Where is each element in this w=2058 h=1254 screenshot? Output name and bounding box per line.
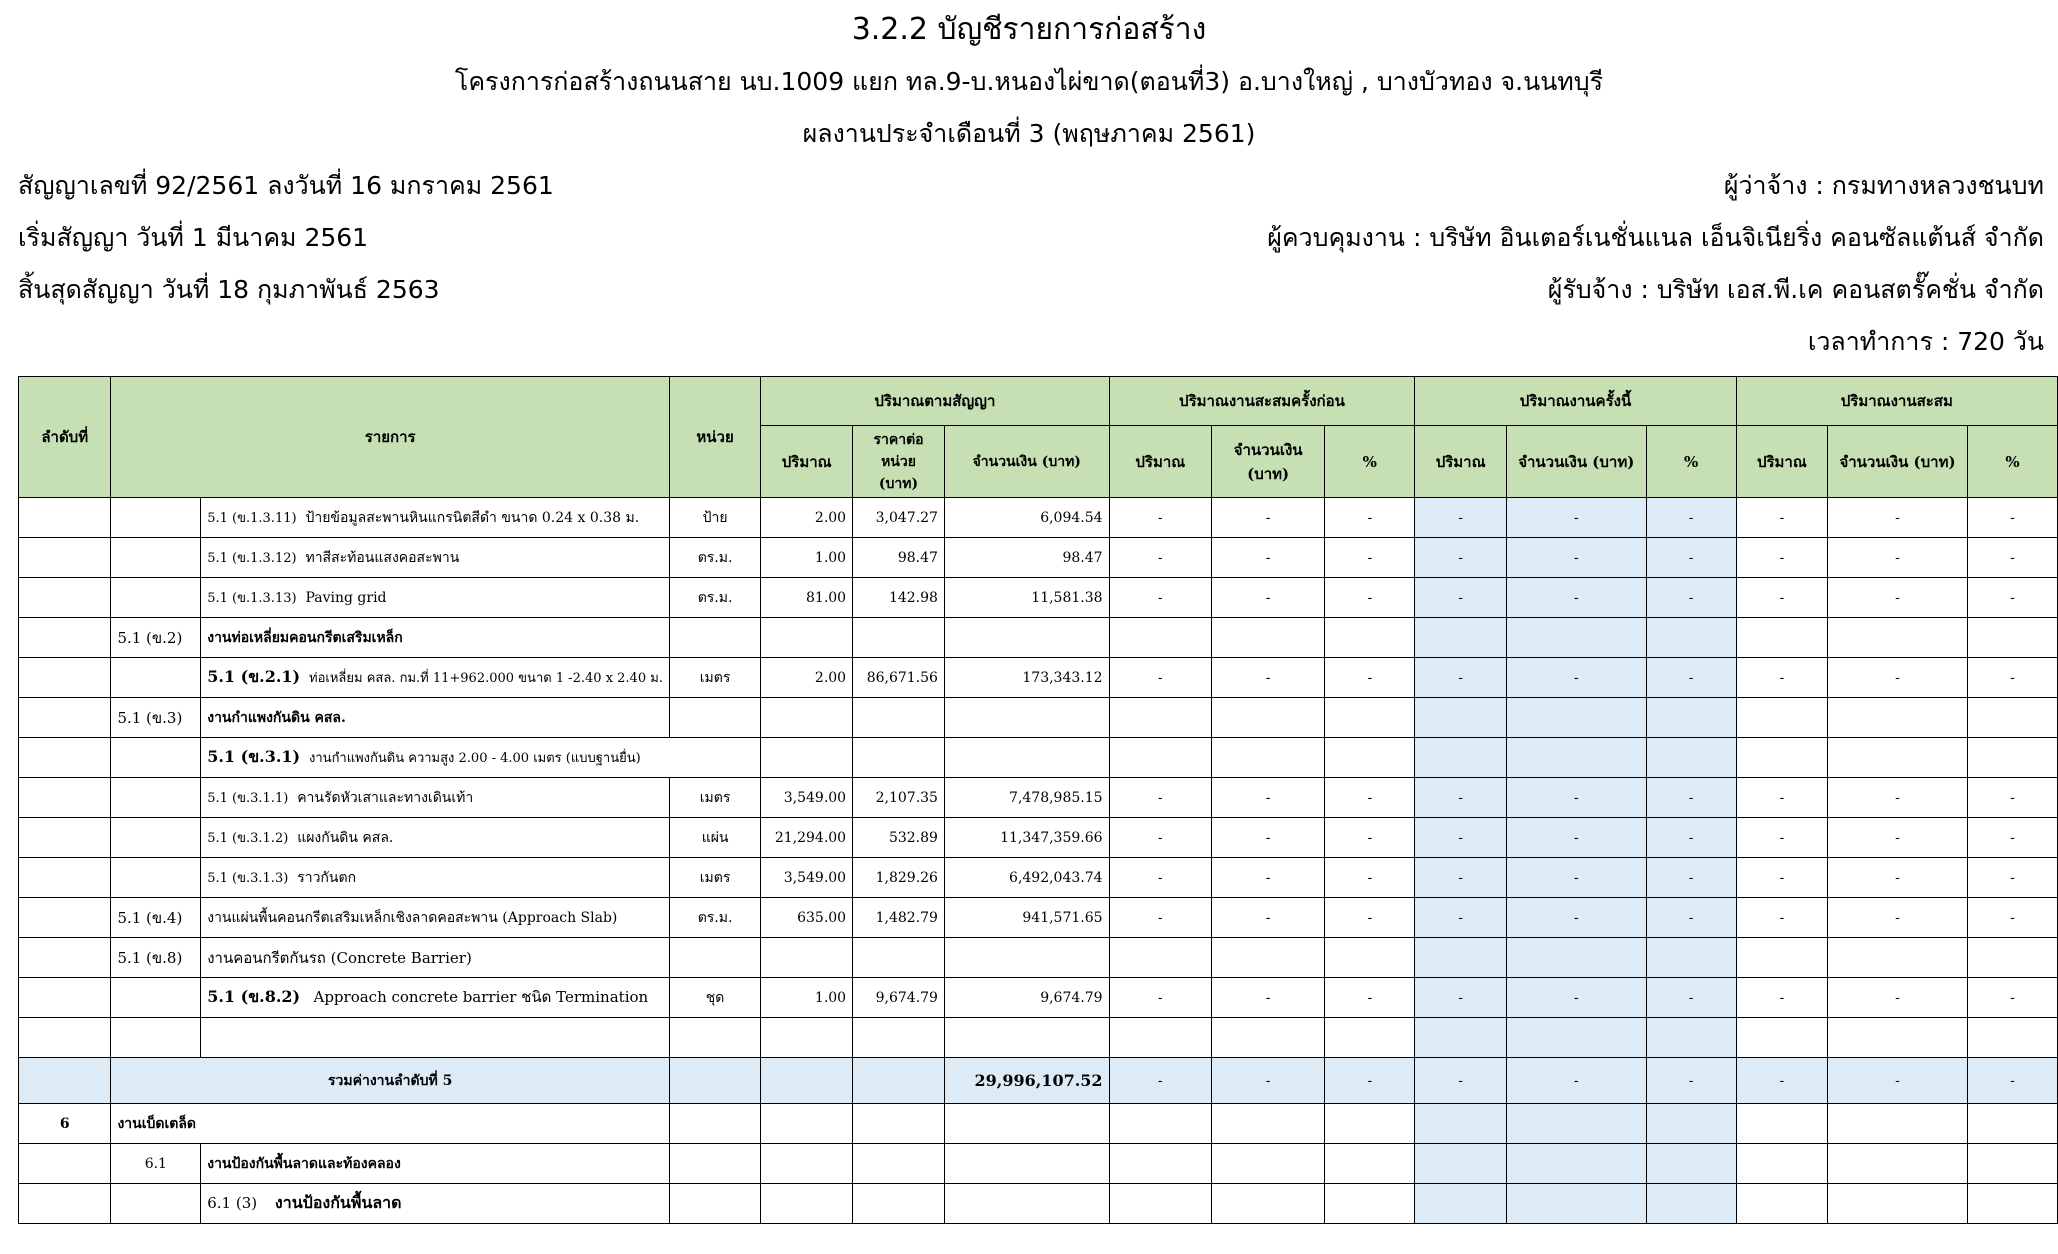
item-no: 6: [19, 1104, 111, 1144]
item-code: 5.1 (ข.2): [111, 618, 201, 658]
previous-group-header: ปริมาณงานสะสมครั้งก่อน: [1109, 377, 1415, 426]
item-qty: 81.00: [761, 578, 853, 618]
empty-value-dash: -: [1415, 1058, 1507, 1104]
empty-value-dash: -: [1325, 978, 1415, 1018]
empty-value-dash: -: [1415, 978, 1507, 1018]
item-unit-price: 3,047.27: [853, 498, 945, 538]
empty-value-dash: -: [1736, 978, 1828, 1018]
col-amount-header: จำนวนเงิน (บาท): [1506, 426, 1646, 498]
empty-value-dash: -: [1736, 898, 1828, 938]
item-qty: 2.00: [761, 498, 853, 538]
item-description: คานรัดหัวเสาและทางเดินเท้า: [297, 789, 474, 806]
col-pct-header: %: [1967, 426, 2057, 498]
contract-start: เริ่มสัญญา วันที่ 1 มีนาคม 2561: [18, 223, 369, 252]
empty-value-dash: -: [1325, 538, 1415, 578]
item-unit: ชุด: [669, 978, 760, 1018]
item-code: 5.1 (ข.8.2): [207, 987, 301, 1006]
empty-value-dash: -: [1828, 1058, 1968, 1104]
empty-value-dash: -: [1736, 658, 1828, 698]
table-row: [19, 738, 2058, 778]
item-description: งานกำแพงกันดิน ความสูง 2.00 - 4.00 เมตร (แบบฐานยื่น): [309, 751, 641, 766]
empty-value-dash: -: [1506, 818, 1646, 858]
empty-value-dash: -: [1109, 578, 1211, 618]
contract-end: สิ้นสุดสัญญา วันที่ 18 กุมภาพันธ์ 2563: [18, 275, 440, 304]
empty-value-dash: -: [1415, 538, 1507, 578]
item-unit: เมตร: [669, 778, 760, 818]
project-name: โครงการก่อสร้างถนนสาย นบ.1009 แยก ทล.9-บ.หนองไผ่ขาด(ตอนที่3) อ.บางใหญ่ , บางบัวทอง จ.นนทบุรี: [454, 67, 1604, 96]
item-unit: แผ่น: [669, 818, 760, 858]
empty-value-dash: -: [1325, 658, 1415, 698]
item-description: งานท่อเหลี่ยมคอนกรีตเสริมเหล็ก: [201, 618, 670, 658]
contractor: ผู้รับจ้าง : บริษัท เอส.พี.เค คอนสตรั๊คชั่น จำกัด: [1547, 275, 2044, 304]
empty-value-dash: -: [1212, 818, 1325, 858]
empty-value-dash: -: [1506, 578, 1646, 618]
item-code: 5.1 (ข.3): [111, 698, 201, 738]
table-row: [19, 778, 2058, 818]
empty-value-dash: -: [1967, 898, 2057, 938]
col-pct-header: %: [1646, 426, 1736, 498]
col-item-header: รายการ: [111, 377, 670, 498]
empty-value-dash: -: [1325, 1058, 1415, 1104]
empty-value-dash: -: [1109, 858, 1211, 898]
item-description: ท่อเหลี่ยม คสล. กม.ที่ 11+962.000 ขนาด 1 -2.40 x 2.40 ม.: [309, 671, 663, 686]
empty-value-dash: -: [1828, 778, 1968, 818]
empty-value-dash: -: [1506, 1058, 1646, 1104]
supervisor: ผู้ควบคุมงาน : บริษัท อินเตอร์เนชั่นแนล เอ็นจิเนียริ่ง คอนซัลแต้นส์ จำกัด: [1267, 223, 2044, 252]
current-group-header: ปริมาณงานครั้งนี้: [1415, 377, 1736, 426]
col-amount-header: จำนวนเงิน (บาท): [1828, 426, 1968, 498]
empty-value-dash: -: [1967, 498, 2057, 538]
item-code: 6.1 (3): [207, 1194, 258, 1212]
empty-value-dash: -: [1506, 778, 1646, 818]
empty-value-dash: -: [1109, 1058, 1211, 1104]
empty-value-dash: -: [1646, 658, 1736, 698]
item-unit-price: 1,829.26: [853, 858, 945, 898]
empty-value-dash: -: [1646, 858, 1736, 898]
item-unit-price: 532.89: [853, 818, 945, 858]
empty-value-dash: -: [1646, 978, 1736, 1018]
boq-table: [18, 376, 2058, 1224]
empty-value-dash: -: [1736, 538, 1828, 578]
empty-value-dash: -: [1212, 978, 1325, 1018]
item-code: 5.1 (ข.2.1): [207, 667, 301, 686]
item-code: 5.1 (ข.1.3.13): [207, 591, 297, 606]
table-row: [19, 1144, 2058, 1184]
item-description: งานคอนกรีตกันรถ (Concrete Barrier): [201, 938, 670, 978]
item-unit-price: 1,482.79: [853, 898, 945, 938]
empty-value-dash: -: [1212, 858, 1325, 898]
contract-group-header: ปริมาณตามสัญญา: [761, 377, 1109, 426]
empty-value-dash: -: [1212, 898, 1325, 938]
work-duration: เวลาทำการ : 720 วัน: [1807, 327, 2044, 356]
item-amount: 11,347,359.66: [944, 818, 1109, 858]
empty-value-dash: -: [1967, 818, 2057, 858]
empty-value-dash: -: [1828, 858, 1968, 898]
empty-value-dash: -: [1415, 818, 1507, 858]
table-row: [19, 858, 2058, 898]
item-qty: 3,549.00: [761, 858, 853, 898]
item-qty: 1.00: [761, 978, 853, 1018]
empty-value-dash: -: [1212, 498, 1325, 538]
col-qty-header: ปริมาณ: [1109, 426, 1211, 498]
empty-value-dash: -: [1325, 578, 1415, 618]
item-code: 5.1 (ข.3.1): [207, 747, 301, 766]
empty-value-dash: -: [1109, 538, 1211, 578]
item-qty: 1.00: [761, 538, 853, 578]
item-code: 5.1 (ข.3.1.1): [207, 790, 289, 806]
empty-value-dash: -: [1325, 778, 1415, 818]
empty-value-dash: -: [1506, 898, 1646, 938]
item-qty: 21,294.00: [761, 818, 853, 858]
empty-value-dash: -: [1212, 578, 1325, 618]
item-code: 5.1 (ข.3.1.2): [207, 830, 289, 846]
item-amount: 9,674.79: [944, 978, 1109, 1018]
table-row: [19, 978, 2058, 1018]
item-unit: เมตร: [669, 658, 760, 698]
item-description: งานเบ็ดเตล็ด: [111, 1104, 670, 1144]
empty-value-dash: -: [1646, 778, 1736, 818]
employer: ผู้ว่าจ้าง : กรมทางหลวงชนบท: [1723, 171, 2044, 200]
empty-value-dash: -: [1415, 858, 1507, 898]
item-qty: 3,549.00: [761, 778, 853, 818]
item-amount: 11,581.38: [944, 578, 1109, 618]
empty-value-dash: -: [1109, 818, 1211, 858]
item-amount: 7,478,985.15: [944, 778, 1109, 818]
empty-value-dash: -: [1109, 978, 1211, 1018]
table-row: [19, 898, 2058, 938]
item-amount: 98.47: [944, 538, 1109, 578]
item-unit: ตร.ม.: [669, 538, 760, 578]
empty-value-dash: -: [1828, 818, 1968, 858]
empty-value-dash: -: [1967, 578, 2057, 618]
item-code: 5.1 (ข.8): [111, 938, 201, 978]
document-title: 3.2.2 บัญชีรายการก่อสร้าง: [851, 12, 1207, 47]
col-unit-header: หน่วย: [669, 377, 760, 498]
item-qty: 635.00: [761, 898, 853, 938]
table-total-row: [19, 1058, 2058, 1104]
item-unit: เมตร: [669, 858, 760, 898]
item-amount: 941,571.65: [944, 898, 1109, 938]
item-unit-price: 142.98: [853, 578, 945, 618]
table-row: [19, 578, 2058, 618]
report-period: ผลงานประจำเดือนที่ 3 (พฤษภาคม 2561): [802, 119, 1256, 148]
empty-value-dash: -: [1415, 658, 1507, 698]
table-row: [19, 818, 2058, 858]
empty-value-dash: -: [1967, 978, 2057, 1018]
empty-value-dash: -: [1736, 1058, 1828, 1104]
table-row: [19, 1104, 2058, 1144]
empty-value-dash: -: [1646, 538, 1736, 578]
empty-value-dash: -: [1506, 498, 1646, 538]
empty-value-dash: -: [1109, 498, 1211, 538]
empty-value-dash: -: [1506, 978, 1646, 1018]
total-amount: 29,996,107.52: [944, 1058, 1109, 1104]
empty-value-dash: -: [1828, 898, 1968, 938]
item-amount: 6,094.54: [944, 498, 1109, 538]
empty-value-dash: -: [1646, 898, 1736, 938]
empty-value-dash: -: [1325, 818, 1415, 858]
empty-value-dash: -: [1212, 658, 1325, 698]
item-description: งานกำแพงกันดิน คสล.: [201, 698, 670, 738]
empty-value-dash: -: [1967, 858, 2057, 898]
empty-value-dash: -: [1967, 1058, 2057, 1104]
item-description: Paving grid: [305, 590, 387, 606]
item-description: ราวกันตก: [297, 869, 357, 886]
empty-value-dash: -: [1967, 778, 2057, 818]
empty-value-dash: -: [1967, 538, 2057, 578]
item-description: ทาสีสะท้อนแสงคอสะพาน: [305, 549, 460, 566]
item-unit-price: 98.47: [853, 538, 945, 578]
col-unit-price-header: ราคาต่อ หน่วย (บาท): [853, 426, 945, 498]
empty-value-dash: -: [1212, 778, 1325, 818]
table-row: [19, 938, 2058, 978]
empty-value-dash: -: [1736, 858, 1828, 898]
empty-value-dash: -: [1736, 818, 1828, 858]
contract-number: สัญญาเลขที่ 92/2561 ลงวันที่ 16 มกราคม 2561: [18, 171, 554, 200]
empty-value-dash: -: [1212, 538, 1325, 578]
empty-value-dash: -: [1736, 498, 1828, 538]
empty-value-dash: -: [1646, 498, 1736, 538]
empty-value-dash: -: [1109, 778, 1211, 818]
empty-value-dash: -: [1828, 978, 1968, 1018]
table-row: [19, 1184, 2058, 1224]
item-code: 5.1 (ข.1.3.12): [207, 550, 297, 566]
empty-value-dash: -: [1325, 498, 1415, 538]
empty-value-dash: -: [1828, 578, 1968, 618]
item-unit-price: 86,671.56: [853, 658, 945, 698]
table-row: [19, 618, 2058, 658]
table-row: [19, 1018, 2058, 1058]
total-label: รวมค่างานลำดับที่ 5: [111, 1058, 670, 1104]
item-unit: ตร.ม.: [669, 898, 760, 938]
col-no-header: ลำดับที่: [19, 377, 111, 498]
table-row: [19, 698, 2058, 738]
col-qty-header: ปริมาณ: [761, 426, 853, 498]
col-qty-header: ปริมาณ: [1415, 426, 1507, 498]
col-amount-header: จำนวนเงิน (บาท): [1212, 426, 1325, 498]
empty-value-dash: -: [1415, 578, 1507, 618]
empty-value-dash: -: [1415, 498, 1507, 538]
cumulative-group-header: ปริมาณงานสะสม: [1736, 377, 2057, 426]
empty-value-dash: -: [1109, 658, 1211, 698]
empty-value-dash: -: [1325, 898, 1415, 938]
empty-value-dash: -: [1415, 898, 1507, 938]
empty-value-dash: -: [1109, 898, 1211, 938]
empty-value-dash: -: [1506, 538, 1646, 578]
item-code: 6.1: [111, 1144, 201, 1184]
empty-value-dash: -: [1828, 498, 1968, 538]
col-amount-header: จำนวนเงิน (บาท): [944, 426, 1109, 498]
empty-value-dash: -: [1828, 658, 1968, 698]
empty-value-dash: -: [1325, 858, 1415, 898]
item-amount: 6,492,043.74: [944, 858, 1109, 898]
empty-value-dash: -: [1646, 1058, 1736, 1104]
empty-value-dash: -: [1415, 778, 1507, 818]
item-unit: ตร.ม.: [669, 578, 760, 618]
empty-value-dash: -: [1828, 538, 1968, 578]
item-code: 5.1 (ข.3.1.3): [207, 870, 289, 886]
item-code: 5.1 (ข.4): [111, 898, 201, 938]
item-description: งานป้องกันพื้นลาดและท้องคลอง: [201, 1144, 670, 1184]
empty-value-dash: -: [1506, 858, 1646, 898]
item-description: ป้ายข้อมูลสะพานหินแกรนิตสีดำ ขนาด 0.24 x 0.38 ม.: [305, 509, 640, 526]
item-description: งานแผ่นพื้นคอนกรีตเสริมเหล็กเชิงลาดคอสะพาน (Approach Slab): [201, 898, 670, 938]
item-description: แผงกันดิน คสล.: [297, 829, 394, 846]
item-code: 5.1 (ข.1.3.11): [207, 510, 297, 526]
empty-value-dash: -: [1736, 778, 1828, 818]
table-row: [19, 538, 2058, 578]
item-description: Approach concrete barrier ชนิด Termination: [313, 988, 649, 1006]
empty-value-dash: -: [1646, 578, 1736, 618]
empty-value-dash: -: [1646, 818, 1736, 858]
col-pct-header: %: [1325, 426, 1415, 498]
item-unit-price: 9,674.79: [853, 978, 945, 1018]
item-unit: ป้าย: [669, 498, 760, 538]
empty-value-dash: -: [1212, 1058, 1325, 1104]
item-amount: 173,343.12: [944, 658, 1109, 698]
col-qty-header: ปริมาณ: [1736, 426, 1828, 498]
item-qty: 2.00: [761, 658, 853, 698]
table-row: [19, 498, 2058, 538]
item-unit-price: 2,107.35: [853, 778, 945, 818]
table-row: [19, 658, 2058, 698]
empty-value-dash: -: [1736, 578, 1828, 618]
empty-value-dash: -: [1967, 658, 2057, 698]
empty-value-dash: -: [1506, 658, 1646, 698]
item-description: งานป้องกันพื้นลาด: [274, 1193, 402, 1212]
